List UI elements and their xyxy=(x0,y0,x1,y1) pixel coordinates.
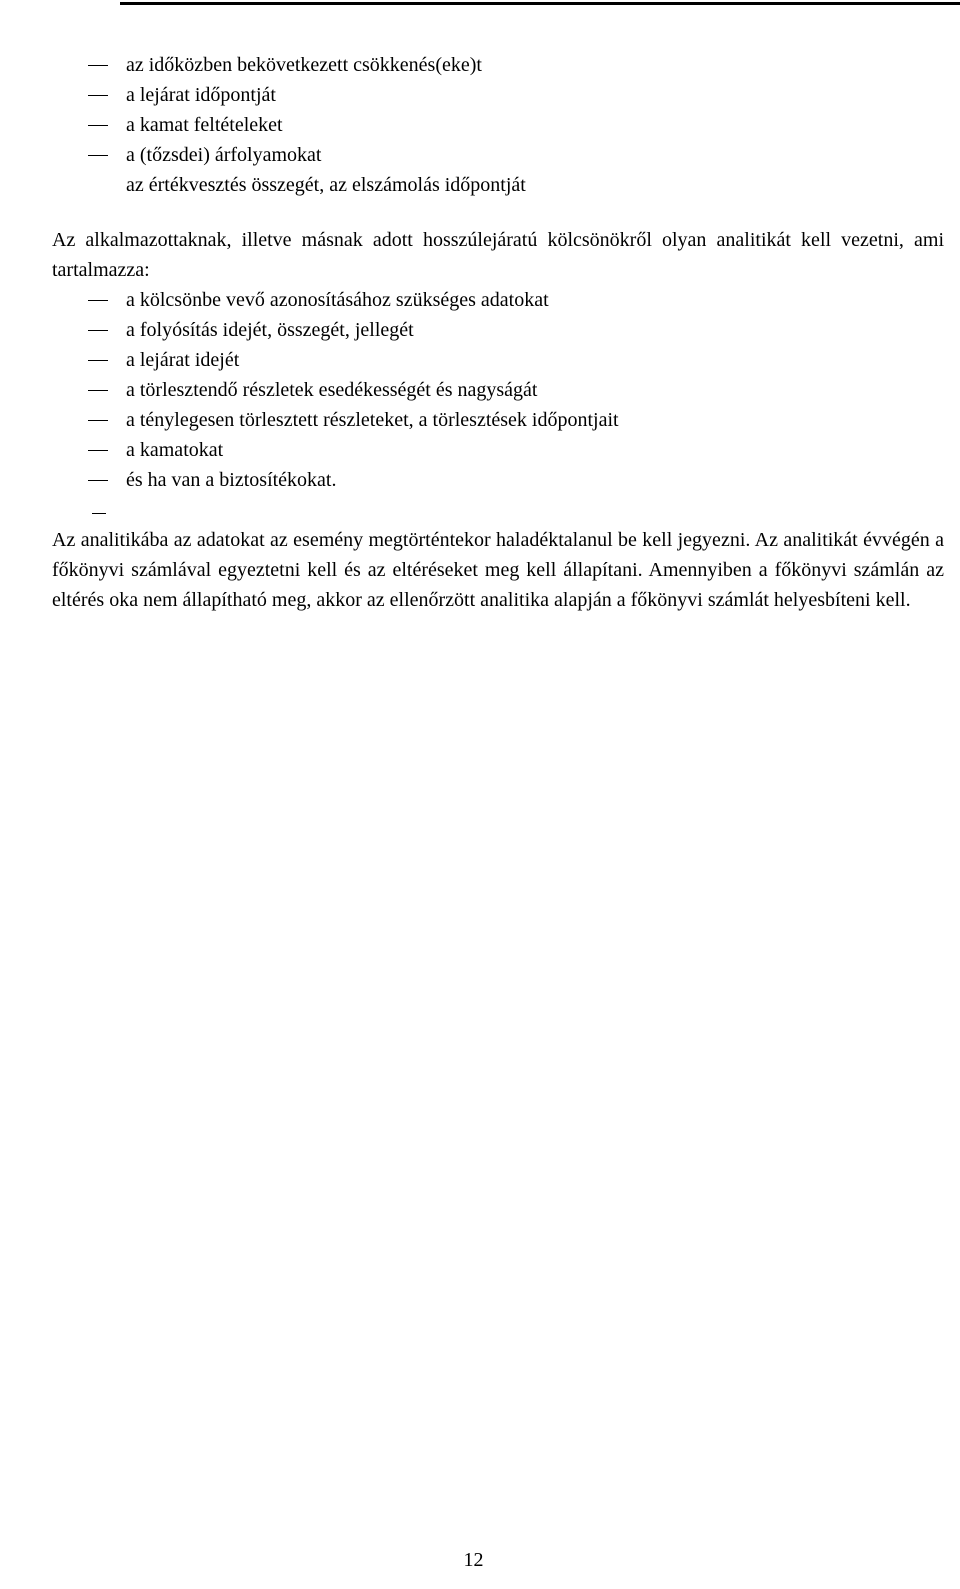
list-item: a törlesztendő részletek esedékességét és nagyságát xyxy=(52,375,944,405)
list-item: a kamatokat xyxy=(52,435,944,465)
list-continuation: az értékvesztés összegét, az elszámolás időpontját xyxy=(126,174,526,196)
list-item: a kölcsönbe vevő azonosításához szükséges adatokat xyxy=(52,285,944,315)
page-number: 12 xyxy=(463,1549,484,1571)
intro-paragraph: Az alkalmazottaknak, illetve másnak adott hosszúlejáratú kölcsönökről olyan analitikát kell vezetni, ami tartalmazza: xyxy=(52,229,944,281)
list-item: a lejárat időpontját xyxy=(52,80,944,110)
list-item: a lejárat idejét xyxy=(52,345,944,375)
list-item: az időközben bekövetkezett csökkenés(eke)t xyxy=(52,50,944,80)
closing-paragraph: Az analitikába az adatokat az esemény megtörténtekor haladéktalanul be kell jegyezni. Az analitikát évvégén a főkönyvi számlával egyeztetni kell és az eltéréseket meg kell állapítani. Amennyiben a főkönyvi számlán az eltérés oka nem állapítható meg, akkor az ellenőrzött analitika alapján a főkönyvi számlát helyesbíteni kell. xyxy=(52,529,944,611)
top-rule xyxy=(120,2,960,5)
loan-analytics-list xyxy=(52,285,944,525)
list-item: és ha van a biztosítékokat. xyxy=(52,465,944,495)
list-item: a folyósítás idejét, összegét, jellegét xyxy=(52,315,944,345)
list-item: a ténylegesen törlesztett részleteket, a törlesztések időpontjait xyxy=(52,405,944,435)
list-item-empty xyxy=(52,495,944,525)
list-item: a kamat feltételeket xyxy=(52,110,944,140)
document-body xyxy=(52,50,944,615)
valuation-list xyxy=(52,50,944,170)
list-item: a (tőzsdei) árfolyamokat xyxy=(52,140,944,170)
